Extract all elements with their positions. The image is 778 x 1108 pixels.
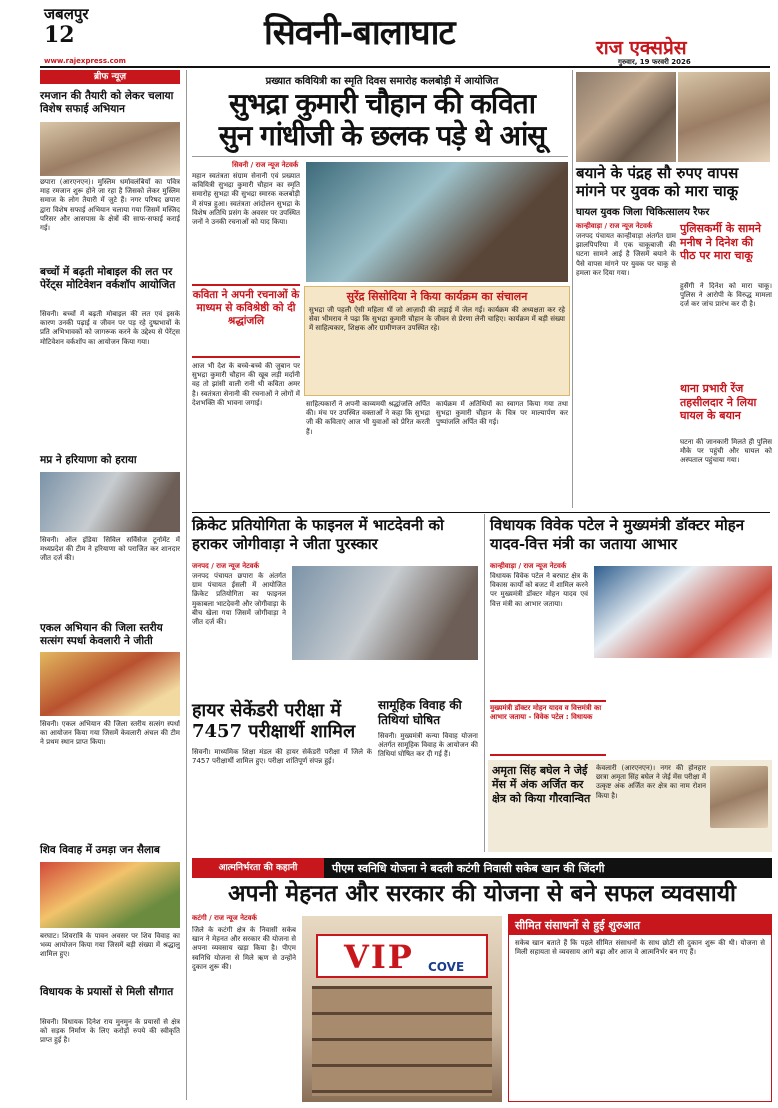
brief-photo-1 (40, 122, 180, 176)
bottom-side-body: सकेब खान बताते हैं कि पहले सीमित संसाधनों के साथ छोटी सी दुकान शुरू की थी। योजना से मिली सहायता से व्यवसाय आगे बढ़ा और आज वे आत्मनिर्भर बन गए हैं। (515, 939, 765, 957)
date-label: गुरुवार, 19 फरवरी 2026 (618, 58, 691, 66)
lead-col-3: साहित्यकारों ने अपनी काव्यमयी श्रद्धांजलि अर्पित की। मंच पर उपस्थित वक्ताओं ने कहा कि सुभद्रा जी की कविताएं आज भी युवाओं को प्रेरित करती हैं। (306, 400, 430, 436)
marriage-headline: सामूहिक विवाह की तिथियां घोषित (378, 698, 462, 727)
bottom-photo (302, 916, 502, 1102)
mla-body: विधायक विवेक पटेल ने बरघाट क्षेत्र के विकास कार्यों को बजट में शामिल करने पर मुख्यमंत्री डॉक्टर मोहन यादव एवं वित्त मंत्री का आभार जताया। (490, 572, 588, 608)
cricket-body: जनपद पंचायत छपारा के अंतर्गत ग्राम पंचायत ईसली में आयोजित क्रिकेट प्रतियोगिता का फाइनल मुकाबला भाटदेवनी और जोगीवाड़ा के बीच खेला गया जिसमें जोगीवाड़ा ने जीत दर्ज की। (192, 572, 286, 627)
marriage-body: सिवनी। मुख्यमंत्री कन्या विवाह योजना अंतर्गत सामूहिक विवाह के आयोजन की तिथियां घोषित कर दी गई हैं। (378, 732, 478, 759)
section-title: सिवनी-बालाघाट (264, 13, 455, 53)
shop-shelves (312, 986, 492, 1096)
page-number: 12 (44, 22, 75, 48)
brief-title-3: मप्र ने हरियाणा को हराया (40, 454, 137, 466)
lead-photo (306, 162, 568, 282)
masthead-rule (40, 66, 770, 68)
right-photo-2 (678, 72, 770, 162)
brief-heading: ब्रीफ न्यूज़ (40, 70, 180, 84)
lead-callout: कविता ने अपनी रचनाओं के माध्यम से कविश्रेष्ठी को दी श्रद्धांजलि (192, 289, 300, 327)
brief-title-1: रमजान की तैयारी को लेकर चलाया विशेष सफाई अभियान (40, 90, 174, 115)
lead-col-2: आज भी देश के बच्चे-बच्चे की जुबान पर सुभद्रा कुमारी चौहान की खूब लड़ी मर्दानी वह तो झांसी वाली रानी थी कविता अमर है। स्वतंत्रता सेनानी की रचनाओं ने लोगों में देशभक्ति की भावना जगाई। (192, 362, 300, 407)
brief-photo-5 (40, 862, 180, 928)
brief-body-6: सिवनी। विधायक दिनेश राय मुनमुन के प्रयासों से क्षेत्र को सड़क निर्माण के लिए करोड़ों रुपये की स्वीकृति प्राप्त हुई है। (40, 1018, 180, 1045)
mid-rule (192, 512, 770, 513)
masthead (0, 0, 778, 66)
city-label: जबलपुर (44, 5, 89, 23)
bottom-byline: कटंगी / राज न्यूज नेटवर्क (192, 914, 257, 922)
mla-headline: विधायक विवेक पटेल ने मुख्यमंत्री डॉक्टर मोहन यादव-वित्त मंत्री का जताया आभार (490, 516, 745, 553)
bottom-side-title: सीमित संसाधनों से हुई शुरुआत (509, 915, 771, 935)
mla-quote-box (490, 700, 606, 756)
stabbing-body: जनपद पंचायत कान्हीवाड़ा अंतर्गत ग्राम झालपिपरिया में एक चाकूबाजी की घटना सामने आई है जिसमें बयाने के पैसे वापस मांगने पर युवक पर चाकू से हमला कर दिया गया। (576, 232, 676, 277)
brief-title-2: बच्चों में बढ़ती मोबाइल की लत पर पेरेंट्स मोटिवेशन वर्कशॉप आयोजित (40, 266, 176, 291)
brief-body-3: सिवनी। ऑल इंडिया सिविल सर्विसेज टूर्नामेंट में मध्यप्रदेश की टीम ने हरियाणा को पराजित कर शानदार जीत दर्ज की। (40, 536, 180, 563)
stabbing-subhead: घायल युवक जिला चिकित्सालय रैफर (576, 207, 710, 218)
shop-sign: VIP (344, 938, 414, 976)
brief-title-5: शिव विवाह में उमड़ा जन सैलाब (40, 844, 160, 856)
brief-body-2: सिवनी। बच्चों में बढ़ती मोबाइल की लत एवं इसके कारण उनकी पढ़ाई व जीवन पर पड़ रहे दुष्प्रभावों के प्रति अभिभावकों को जागरूक करने के उद्देश्य से पेरेंट्स मोटिवेशन वर्कशॉप का आयोजन किया गया। (40, 310, 180, 346)
lead-headline-1: सुभद्रा कुमारी चौहान की कविता (229, 87, 535, 120)
brief-body-4: सिवनी। एकल अभियान की जिला स्तरीय सत्संग स्पर्धा का आयोजन किया गया जिसमें केवलारी अंचल की टीम ने प्रथम स्थान प्राप्त किया। (40, 720, 180, 747)
lead-box-title: सुरेंद्र सिसोदिया ने किया कार्यक्रम का संचालन (346, 290, 528, 303)
mla-photo (594, 566, 772, 658)
bottom-kicker-row (192, 858, 772, 878)
bottom-headline: अपनी मेहनत और सरकार की योजना से बने सफल व्यवसायी (227, 880, 736, 907)
lead-kicker: प्रख्यात कवियित्री का स्मृति दिवस समारोह कलबोड़ी में आयोजित (265, 76, 499, 87)
amruta-photo (710, 766, 768, 828)
amruta-box (488, 760, 772, 852)
bottom-body-1: जिले के कटंगी क्षेत्र के निवासी सकेब खान ने मेहनत और सरकार की योजना से अपना व्यवसाय खड़ा किया है। पीएम स्वनिधि योजना से मिले ऋण से उन्होंने दुकान शुरू की। (192, 926, 296, 971)
column-divider-right (572, 70, 573, 508)
lead-col-4: कार्यक्रम में अतिथियों का स्वागत किया गया तथा सुभद्रा कुमारी चौहान के चित्र पर माल्यार्पण कर पुष्पांजलि अर्पित की गई। (436, 400, 568, 427)
lead-headline-2: सुन गांधीजी के छलक पड़े थे आंसू (218, 119, 546, 152)
brief-body-1: छपारा (आरएनएन)। मुस्लिम धर्मावलंबियों का पवित्र माह रमजान शुरू होने जा रहा है जिसको लेकर मुस्लिम समाज के लोग तैयारी में जुटे हैं। नगर परिषद छपारा द्वारा विशेष सफाई अभियान चलाया गया जिसमें मस्जिद परिसर और आसपास के क्षेत्रों की साफ-सफाई कराई गई। (40, 178, 180, 233)
brief-photo-4 (40, 652, 180, 716)
mla-quote: मुख्यमंत्री डॉक्टर मोहन यादव व वित्तमंत्री का आभार जताया - विवेक पटेल : विधायक (490, 704, 602, 721)
lead-rule (192, 156, 568, 157)
cricket-headline: क्रिकेट प्रतियोगिता के फाइनल में भाटदेवनी को हराकर जोगीवाड़ा ने जीता पुरस्कार (192, 516, 444, 553)
brief-photo-3 (40, 472, 180, 532)
stabbing-headline: बयाने के पंद्रह सौ रुपए वापस मांगने पर युवक को मारा चाकू (576, 164, 739, 200)
brief-title-4: एकल अभियान की जिला स्तरीय सत्संग स्पर्धा केवलारी ने जीती (40, 622, 163, 647)
mla-byline: कान्हीवाड़ा / राज न्यूज नेटवर्क (490, 562, 567, 570)
statement-body: घटना की जानकारी मिलते ही पुलिस मौके पर पहुंची और घायल को अस्पताल पहुंचाया गया। (680, 438, 772, 465)
cricket-photo (292, 566, 478, 660)
brief-body-5: बरघाट। शिवरात्रि के पावन अवसर पर शिव विवाह का भव्य आयोजन किया गया जिसमें बड़ी संख्या में श्रद्धालु शामिल हुए। (40, 932, 180, 959)
column-divider-left (186, 70, 187, 1100)
brief-title-6: विधायक के प्रयासों से मिली सौगात (40, 986, 174, 998)
amruta-body: केवलारी (आरएनएन)। नगर की होनहार छात्रा अमृता सिंह बघेल ने जेई मेंस परीक्षा में उत्कृष्ट अंक अर्जित कर क्षेत्र का नाम रोशन किया है। (596, 764, 706, 800)
cricket-byline: जनपद / राज न्यूज नेटवर्क (192, 562, 259, 570)
police-headline: पुलिसकर्मी के सामने मनीष ने दिनेश की पीठ पर मारा चाकू (680, 222, 761, 262)
shop-sign-sub: COVE (428, 960, 465, 974)
amruta-headline: अमृता सिंह बघेल ने जेई मेंस में अंक अर्जित कर क्षेत्र को किया गौरवान्वित (492, 764, 591, 805)
lead-callout-box (192, 284, 300, 358)
statement-headline: थाना प्रभारी रेंज तहसीलदार ने लिया घायल के बयान (680, 382, 757, 422)
exam-body: सिवनी। माध्यमिक शिक्षा मंडल की हायर सेकेंडरी परीक्षा में जिले के 7457 परीक्षार्थी शामिल हुए। परीक्षा शांतिपूर्ण संपन्न हुई। (192, 748, 372, 766)
lead-col-1: महान स्वतंत्रता संग्राम सेनानी एवं प्रख्यात कवियित्री सुभद्रा कुमारी चौहान का स्मृति समारोह सुभद्रा की सुभद्रा स्मारक कलबोड़ी में संपन्न हुआ। स्वतंत्रता आंदोलन सुभद्रा के विशेष अतिथि प्रसंग के अवसर पर उपस्थित जनों ने उनकी रचनाओं को याद किया। (192, 172, 300, 227)
right-photo-1 (576, 72, 676, 162)
bottom-kicker: पीएम स्वनिधि योजना ने बदली कटंगी निवासी सकेब खान की जिंदगी (332, 862, 605, 875)
lead-box-body: सुभद्रा जी पहली ऐसी महिला थीं जो आज़ादी की लड़ाई में जेल गईं। कार्यक्रम की अध्यक्षता कर रहे सेवा भीमराव ने पढ़ा कि सुभद्रा कुमारी चौहान के जीवन से प्रेरणा लेनी चाहिए। कार्यक्रम में बड़ी संख्या में साहित्यकार, शिक्षक और ग्रामीणजन उपस्थित रहे। (309, 306, 565, 333)
lead-byline: सिवनी / राज न्यूज नेटवर्क (232, 161, 299, 169)
exam-headline: हायर सेकेंडरी परीक्षा में 7457 परीक्षार्थी शामिल (192, 700, 356, 742)
paper-name: राज एक्सप्रेस (596, 37, 687, 59)
column-divider-mid (484, 514, 485, 852)
bottom-side-box (508, 914, 772, 1102)
shop-sign-board (316, 934, 488, 978)
bottom-tag: आत्मनिर्भरता की कहानी (192, 858, 324, 878)
website-link[interactable]: www.rajexpress.com (44, 57, 126, 65)
stabbing-byline: कान्हीवाड़ा / राज न्यूज नेटवर्क (576, 222, 653, 230)
lead-box (304, 286, 570, 396)
police-body: हुसैंगी ने दिनेश को मारा चाकू। पुलिस ने आरोपी के विरुद्ध मामला दर्ज कर जांच प्रारंभ कर दी है। (680, 282, 772, 309)
